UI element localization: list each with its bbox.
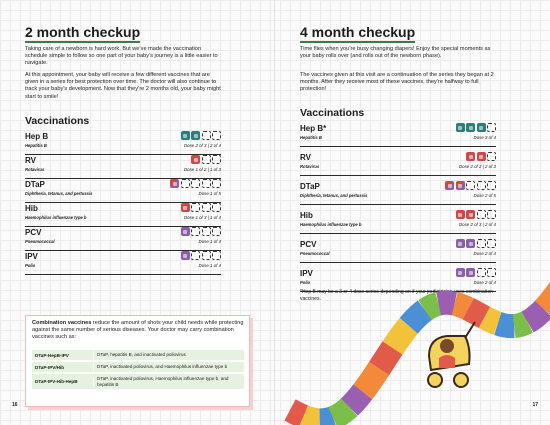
vaccine-name: DTaP	[25, 180, 45, 189]
footnote: *Hep B may be a 3 or 4 dose series depending on if your pediatrician uses combination vaccines.	[300, 289, 493, 302]
vaccine-fullname: Polio	[25, 263, 36, 268]
dose-given-icon	[181, 227, 190, 236]
vaccine-dose: Dose 2 of 4	[473, 280, 496, 285]
dose-icons	[181, 251, 222, 260]
vaccine-dose: Dose 1 of 4	[198, 239, 221, 244]
path-segment	[349, 392, 363, 407]
vaccine-name: PCV	[25, 228, 42, 237]
vaccine-fullname: Polio	[300, 280, 311, 285]
dose-pending-icon	[202, 227, 211, 236]
dose-pending-icon	[191, 227, 200, 236]
intro-paragraph: Time flies when you’re busy changing diapers! Enjoy the special moments as your baby rolls over (and rolls out of the newborn phase).	[300, 46, 491, 60]
vaccine-name: Hep B	[25, 132, 49, 141]
vaccine-dose: Dose 3 of 4	[473, 135, 496, 140]
dose-icons	[170, 179, 221, 188]
vaccine-row	[25, 204, 221, 227]
body-paragraph: The vaccines given at this visit are a continuation of the series they began at 2 months. After they receive most of these vaccines, they’re halfway to full protection!	[300, 72, 494, 93]
dose-pending-icon	[212, 251, 221, 260]
vaccine-fullname: Rotavirus	[300, 164, 320, 169]
table-row	[32, 374, 244, 389]
colorful-path-illustration	[275, 0, 550, 425]
combo-text: reduce the amount of shots your child needs while protecting against the same number of serious diseases. Your doctor may carry combination vaccines such as:	[32, 320, 244, 340]
vaccine-fullname: Diphtheria, tetanus, and pertussis	[25, 191, 93, 196]
vaccine-dose: Dose 1 of 4	[198, 263, 221, 268]
vaccine-dose: Dose 1 of 2 | 1 of 3	[183, 167, 221, 172]
dose-pending-icon	[191, 251, 200, 260]
vaccine-name: Hib	[300, 211, 313, 220]
dose-icons	[181, 227, 222, 236]
dose-pending-icon	[212, 131, 221, 140]
dose-pending-icon	[202, 203, 211, 212]
dose-icons	[181, 203, 222, 212]
path-segment	[393, 326, 409, 348]
vaccine-row	[25, 180, 221, 203]
dose-icons	[181, 131, 222, 140]
vaccine-dose: Dose 1 of 5	[198, 191, 221, 196]
path-segment	[498, 324, 514, 327]
vaccine-name: DTaP	[300, 182, 320, 191]
combo-code: DTaP-HepB-IPV	[32, 351, 94, 360]
vaccine-fullname: Haemophilus influenzae type b	[25, 215, 87, 220]
vaccine-row	[25, 156, 221, 179]
dose-given-icon	[191, 131, 200, 140]
combo-desc: DTaP, hepatitis B, and inactivated poliovirus	[97, 352, 186, 358]
combo-code: DTaP-IPV-Hib-HepB	[32, 377, 94, 386]
path-segment	[484, 317, 498, 323]
path-segment	[544, 288, 550, 309]
vaccine-row	[25, 132, 221, 155]
dose-pending-icon	[202, 179, 211, 188]
path-segment	[320, 418, 334, 420]
dose-icons	[191, 155, 221, 164]
vaccine-fullname: Hepatitis B	[25, 143, 47, 148]
combo-description	[32, 320, 244, 341]
dose-pending-icon	[191, 179, 200, 188]
path-segment	[304, 417, 320, 421]
dose-pending-icon	[202, 251, 211, 260]
path-segment	[379, 348, 393, 369]
vaccinations-heading: Vaccinations	[300, 107, 365, 119]
body-paragraph: At this appointment, your baby will receive a few different vaccines that are given in a series for best protection over time. The doctor will also continue to track your baby’s development. Now that they’re 2 months old, your baby might start to smile!	[25, 72, 221, 100]
vaccine-dose: Dose 2 of 3 | 2 of 4	[183, 143, 221, 148]
vaccine-fullname: Haemophilus influenzae type b	[300, 222, 362, 227]
page-title-4-month: 4 month checkup	[300, 24, 415, 43]
path-segment	[468, 309, 484, 318]
vaccine-fullname: Pneumococcal	[300, 251, 330, 256]
combo-code: DTaP-IPV/Hib	[32, 363, 94, 372]
vaccine-row	[25, 252, 221, 275]
dose-pending-icon	[202, 131, 211, 140]
vaccine-dose: Dose 2 of 5	[473, 193, 496, 198]
table-row	[32, 362, 244, 372]
dose-given-icon	[170, 179, 179, 188]
path-segment	[455, 304, 469, 309]
page-right	[275, 0, 550, 425]
path-segment	[290, 410, 304, 417]
dose-given-icon	[181, 251, 190, 260]
vaccine-fullname: Diphtheria, tetanus, and pertussis	[300, 193, 368, 198]
dose-given-icon	[181, 203, 190, 212]
vaccine-dose: Dose 2 of 2 | 2 of 3	[458, 164, 496, 169]
intro-paragraph: Taking care of a newborn is hard work. But we’ve made the vaccination schedule simple to follow so one part of your baby’s journey is a little easier to navigate.	[25, 46, 218, 67]
vaccine-row	[25, 228, 221, 251]
vaccine-fullname: Rotavirus	[25, 167, 45, 172]
dose-pending-icon	[191, 203, 200, 212]
vaccine-dose: Dose 2 of 3 | 2 of 4	[458, 222, 496, 227]
combo-desc: DTaP, inactivated poliovirus, and Haemophilus influenzae type b	[97, 364, 228, 370]
vaccine-name: IPV	[300, 269, 313, 278]
dose-pending-icon	[202, 155, 211, 164]
dose-pending-icon	[212, 179, 221, 188]
path-segment	[528, 309, 544, 322]
vaccinations-heading: Vaccinations	[25, 115, 90, 127]
vaccine-name: IPV	[25, 252, 38, 261]
dose-pending-icon	[181, 179, 190, 188]
vaccine-name: RV	[25, 156, 36, 165]
vaccine-name: PCV	[300, 240, 317, 249]
path-segment	[439, 303, 455, 304]
page-number-right: 17	[532, 402, 538, 408]
combo-desc: DTaP, inactivated poliovirus, Haemophilus influenzae type b, and hepatitis B	[97, 376, 229, 387]
page-number-left: 16	[12, 402, 18, 408]
vaccine-dose: Dose 1 of 3 | 1 of 4	[183, 215, 221, 220]
dose-given-icon	[191, 155, 200, 164]
vaccine-dose: Dose 2 of 4	[473, 251, 496, 256]
table-row	[32, 350, 244, 360]
baby-stroller-icon	[428, 322, 475, 387]
vaccine-fullname: Hepatitis B	[300, 135, 322, 140]
combo-table	[32, 350, 244, 391]
combo-bold-label: Combination vaccines	[32, 320, 92, 326]
page-title-2-month: 2 month checkup	[25, 24, 140, 43]
path-segment	[425, 304, 439, 310]
dose-pending-icon	[212, 203, 221, 212]
dose-given-icon	[181, 131, 190, 140]
combination-vaccines-box	[25, 315, 250, 407]
path-segment	[333, 407, 349, 418]
path-segment	[363, 368, 379, 391]
vaccine-name: Hep B*	[300, 124, 327, 133]
dose-pending-icon	[212, 155, 221, 164]
path-segment	[409, 310, 425, 326]
vaccine-fullname: Pneumococcal	[25, 239, 55, 244]
vaccine-name: RV	[300, 153, 311, 162]
vaccine-name: Hib	[25, 204, 38, 213]
dose-pending-icon	[212, 227, 221, 236]
path-segment	[514, 322, 528, 326]
